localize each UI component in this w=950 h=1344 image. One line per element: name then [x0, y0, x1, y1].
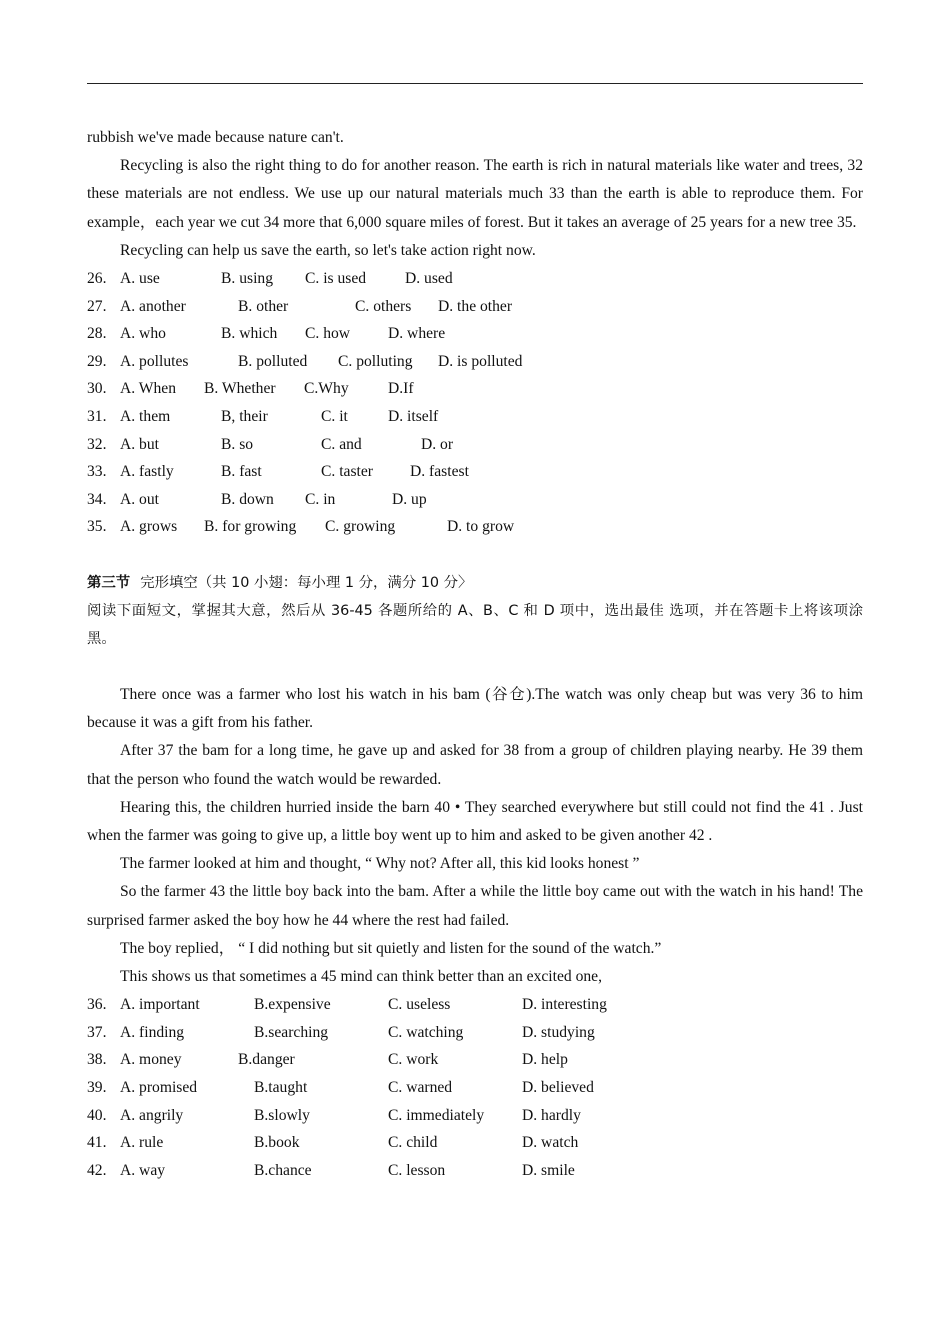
option-c: C. immediately: [388, 1106, 485, 1124]
header-rule: [87, 83, 863, 84]
question-number: 42.: [87, 1161, 107, 1179]
question-number: 40.: [87, 1106, 107, 1124]
option-d: D. watch: [522, 1134, 579, 1152]
paragraph: rubbish we've made because nature can't.: [87, 129, 344, 146]
question-row: [87, 1046, 863, 1074]
paragraph: So the farmer 43 the little boy back into the bam. After a while the little boy came out with the watch in his hand! The surprised farmer asked the boy how he 44 where the rest had failed.: [87, 883, 863, 929]
option-c: C. others: [355, 297, 412, 315]
section-heading: [87, 569, 863, 597]
question-row: [87, 293, 863, 321]
option-a: A. way: [120, 1161, 166, 1179]
option-c: C. watching: [388, 1023, 464, 1041]
question-list-36-42: [87, 991, 863, 1184]
option-d: D. studying: [522, 1023, 595, 1041]
question-row: [87, 1102, 863, 1130]
question-number: 32.: [87, 435, 107, 453]
option-b: B. fast: [221, 463, 262, 481]
option-a: A. angrily: [120, 1106, 184, 1124]
question-row: [87, 991, 863, 1019]
option-c: C. lesson: [388, 1161, 446, 1179]
option-d: D. up: [392, 490, 427, 508]
option-c: C. taster: [321, 463, 373, 481]
option-a: A. rule: [120, 1134, 164, 1152]
option-c: C. warned: [388, 1078, 453, 1096]
question-number: 30.: [87, 380, 107, 398]
paragraph: There once was a farmer who lost his watch in his bam (谷仓).The watch was only cheap but was very 36 to him because it was a gift from his father.: [87, 685, 863, 732]
option-a: A. pollutes: [120, 352, 189, 370]
option-d: D.If: [388, 380, 414, 398]
question-number: 29.: [87, 352, 107, 370]
paragraph: After 37 the bam for a long time, he gave up and asked for 38 from a group of children playing nearby. He 39 them that the person who found the watch would be rewarded.: [87, 742, 863, 788]
question-number: 28.: [87, 325, 107, 343]
option-b: B. so: [221, 435, 254, 453]
question-row: [87, 375, 863, 403]
option-c: C. work: [388, 1051, 439, 1069]
question-row: [87, 486, 863, 514]
page-content: [87, 124, 863, 1184]
paragraph: Hearing this, the children hurried inside the barn 40 • They searched everywhere but still could not find the 41 . Just when the farmer was going to give up, a little boy went up to him and asked to be given another 42 .: [87, 798, 863, 844]
option-d: D. the other: [438, 297, 513, 315]
question-row: [87, 265, 863, 293]
option-b: B. down: [221, 490, 274, 508]
option-b: B.chance: [254, 1161, 312, 1179]
paragraph: Recycling can help us save the earth, so let's take action right now.: [120, 241, 536, 259]
question-list-26-35: [87, 265, 863, 541]
section-instructions: 阅读下面短文，掌握其大意，然后从 36-45 各题所给的 A、B、C 和 D 项中，选出最佳 选项，并在答题卡上将该项涂黑。: [87, 602, 863, 648]
option-b: B.book: [254, 1134, 300, 1152]
option-c: C. how: [305, 325, 351, 343]
option-d: D. interesting: [522, 996, 607, 1014]
option-a: A. use: [120, 270, 160, 288]
option-c: C.Why: [304, 380, 349, 398]
question-row: [87, 458, 863, 486]
option-a: A. grows: [120, 518, 178, 536]
option-b: B. which: [221, 325, 278, 343]
option-a: A. money: [120, 1051, 182, 1069]
paragraph: Recycling is also the right thing to do for another reason. The earth is rich in natural materials like water and trees, 32 these materials are not endless. We use up our natural materials much 33 than the earth is able to reproduce them. For example，each year we cut 34 more that 6,000 square miles of forest. But it takes an average of 25 years for a new tree 35.: [87, 157, 863, 231]
option-a: A. fastly: [120, 463, 174, 481]
option-a: A. another: [120, 297, 186, 315]
option-a: A. out: [120, 490, 159, 508]
option-b: B.taught: [254, 1078, 308, 1096]
option-c: C. it: [321, 407, 348, 425]
option-b: B. using: [221, 270, 273, 288]
option-c: C. child: [388, 1134, 438, 1152]
section-subtitle: 完形填空（共 10 小翅：每小理 1 分，满分 10 分〉: [140, 574, 473, 591]
option-b: B.slowly: [254, 1106, 310, 1124]
option-b: B.searching: [254, 1023, 329, 1041]
question-row: [87, 320, 863, 348]
option-b: B, their: [221, 407, 268, 425]
option-d: D. help: [522, 1051, 568, 1069]
option-a: A. When: [120, 380, 177, 398]
option-d: D. itself: [388, 407, 439, 425]
question-row: [87, 1074, 863, 1102]
option-c: C. and: [321, 435, 362, 453]
option-d: D. or: [421, 435, 454, 453]
question-number: 39.: [87, 1078, 107, 1096]
option-c: C. polluting: [338, 352, 413, 370]
option-d: D. where: [388, 325, 446, 343]
question-number: 37.: [87, 1023, 107, 1041]
question-row: [87, 513, 863, 541]
question-row: [87, 1019, 863, 1047]
option-a: A. but: [120, 435, 159, 453]
question-number: 34.: [87, 490, 107, 508]
option-b: B. for growing: [204, 518, 297, 536]
option-a: A. them: [120, 407, 171, 425]
question-number: 33.: [87, 463, 107, 481]
option-b: B.expensive: [254, 996, 331, 1014]
question-row: [87, 348, 863, 376]
question-row: [87, 1129, 863, 1157]
question-number: 41.: [87, 1134, 107, 1152]
question-row: [87, 431, 863, 459]
option-b: B. other: [238, 297, 289, 315]
option-d: D. to grow: [447, 518, 515, 536]
paragraph: This shows us that sometimes a 45 mind can think better than an excited one,: [120, 967, 603, 985]
passage-recycling: [87, 124, 863, 265]
option-c: C. is used: [305, 270, 367, 288]
question-row: [87, 403, 863, 431]
passage-farmer-watch: [87, 681, 863, 991]
option-b: B.danger: [238, 1051, 295, 1069]
question-number: 31.: [87, 407, 107, 425]
section-title: 第三节: [87, 574, 131, 591]
option-d: D. is polluted: [438, 352, 523, 370]
option-c: C. useless: [388, 996, 451, 1014]
option-c: C. in: [305, 490, 336, 508]
question-row: [87, 1157, 863, 1185]
option-d: D. believed: [522, 1078, 594, 1096]
option-c: C. growing: [325, 518, 396, 536]
option-a: A. who: [120, 325, 166, 343]
question-number: 36.: [87, 996, 107, 1014]
paragraph: The farmer looked at him and thought, “ Why not? After all, this kid looks honest ”: [120, 855, 640, 873]
question-number: 35.: [87, 518, 107, 536]
question-number: 27.: [87, 297, 107, 315]
option-d: D. used: [405, 270, 453, 288]
option-b: B. Whether: [204, 380, 276, 398]
option-a: A. important: [120, 996, 200, 1014]
option-d: D. fastest: [410, 463, 469, 481]
option-b: B. polluted: [238, 352, 308, 370]
option-a: A. finding: [120, 1023, 185, 1041]
question-number: 26.: [87, 270, 107, 288]
question-number: 38.: [87, 1051, 107, 1069]
option-d: D. hardly: [522, 1106, 581, 1124]
paragraph: The boy replied， “ I did nothing but sit quietly and listen for the sound of the watch.”: [120, 939, 662, 957]
option-a: A. promised: [120, 1078, 198, 1096]
option-d: D. smile: [522, 1161, 575, 1179]
